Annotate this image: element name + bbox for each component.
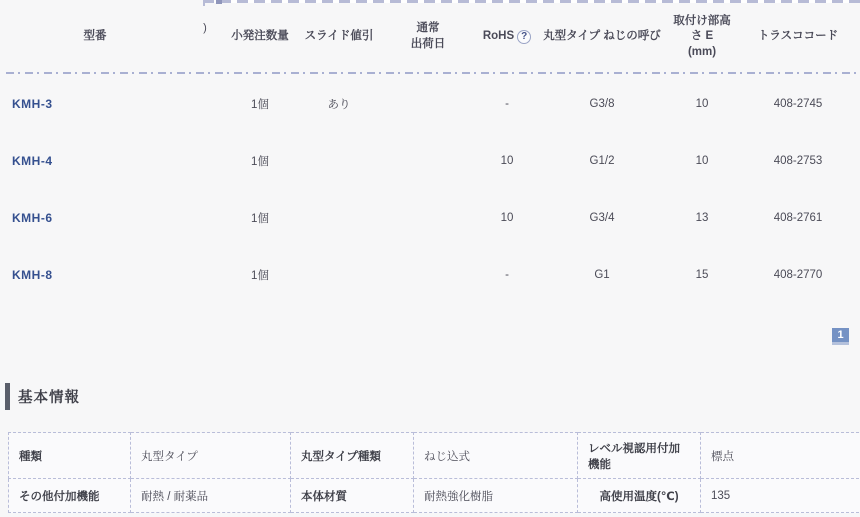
spec-label: 本体材質 [291,479,414,513]
min-order-value: 1個 [251,269,269,282]
column-header-trusco: トラスココード [757,30,839,43]
rohs-value: - [505,268,509,281]
min-order-value: 1個 [251,212,269,225]
trusco-code-value: 408-2753 [773,154,823,167]
spec-value: ねじ込式 [414,433,578,479]
ship-date-line1: 通常 [416,22,440,35]
table-row [0,75,860,132]
trusco-code-value: 408-2770 [773,268,823,281]
thread-value: G3/4 [589,211,615,224]
mount-height-line1: 取付け部高さ E [673,14,731,43]
scrolled-table-border [203,0,860,3]
rohs-label: RoHS [482,30,515,43]
column-header-mount-height [668,14,736,61]
trusco-code-value: 408-2745 [773,97,823,110]
ship-date-line2: 出荷日 [410,38,446,50]
spec-label: 丸型タイプ種類 [291,433,414,479]
column-header-model: 型番 [83,30,107,43]
rohs-value: 10 [500,154,514,167]
spec-value: 耐熱強化樹脂 [414,479,578,513]
pagination-page-1-button[interactable]: 1 [832,328,849,345]
mount-height-value: 10 [695,154,709,167]
heading-accent-bar [5,383,10,410]
spec-label: その他付加機能 [9,479,131,513]
model-link-kmh4[interactable]: KMH-4 [12,153,53,168]
basic-info-table [8,432,860,513]
model-link-kmh8[interactable]: KMH-8 [12,267,53,282]
column-header-rohs [478,29,536,45]
rohs-value: 10 [500,211,514,224]
mount-height-value: 15 [695,268,709,281]
scrolled-table-border-tick [216,0,222,4]
slide-discount-value: あり [327,98,351,111]
column-header-thread: 丸型タイプ ねじの呼び [543,30,661,43]
spec-value: 丸型タイプ [131,433,291,479]
column-header-min-order: 小発注数量 [231,30,289,43]
min-order-value: 1個 [251,155,269,168]
rohs-value: - [505,97,509,110]
table-row [0,246,860,303]
min-order-value: 1個 [251,98,269,111]
question-mark-icon[interactable]: ? [517,30,531,44]
column-header-slide-discount: スライド値引 [304,30,374,43]
basic-info-row [9,479,860,513]
page-section-title: 基本情報 [18,390,80,406]
table-row [0,132,860,189]
spec-value: 耐熱 / 耐薬品 [131,479,291,513]
spec-label: レベル視認用付加機能 [578,433,701,479]
spec-label: 高使用温度(℃) [578,479,701,513]
column-header-fragment: ) [203,22,207,34]
mount-height-value: 13 [695,211,709,224]
thread-value: G1/2 [589,154,615,167]
model-link-kmh6[interactable]: KMH-6 [12,210,53,225]
trusco-code-value: 408-2761 [773,211,823,224]
product-table-body [0,75,860,303]
spec-value: 標点 [701,433,860,479]
column-header-ship-date [378,21,478,52]
product-table-header [0,13,860,61]
scrolled-table-border-corner [203,0,205,6]
basic-info-section-heading [5,383,80,410]
basic-info-row [9,433,860,479]
spec-label: 種類 [9,433,131,479]
model-link-kmh3[interactable]: KMH-3 [12,96,53,111]
thread-value: G3/8 [589,97,615,110]
mount-height-line2: (mm) [687,45,717,58]
mount-height-value: 10 [695,97,709,110]
thread-value: G1 [594,268,610,281]
table-row [0,189,860,246]
spec-value: 135 [701,479,860,513]
header-separator [6,72,856,74]
